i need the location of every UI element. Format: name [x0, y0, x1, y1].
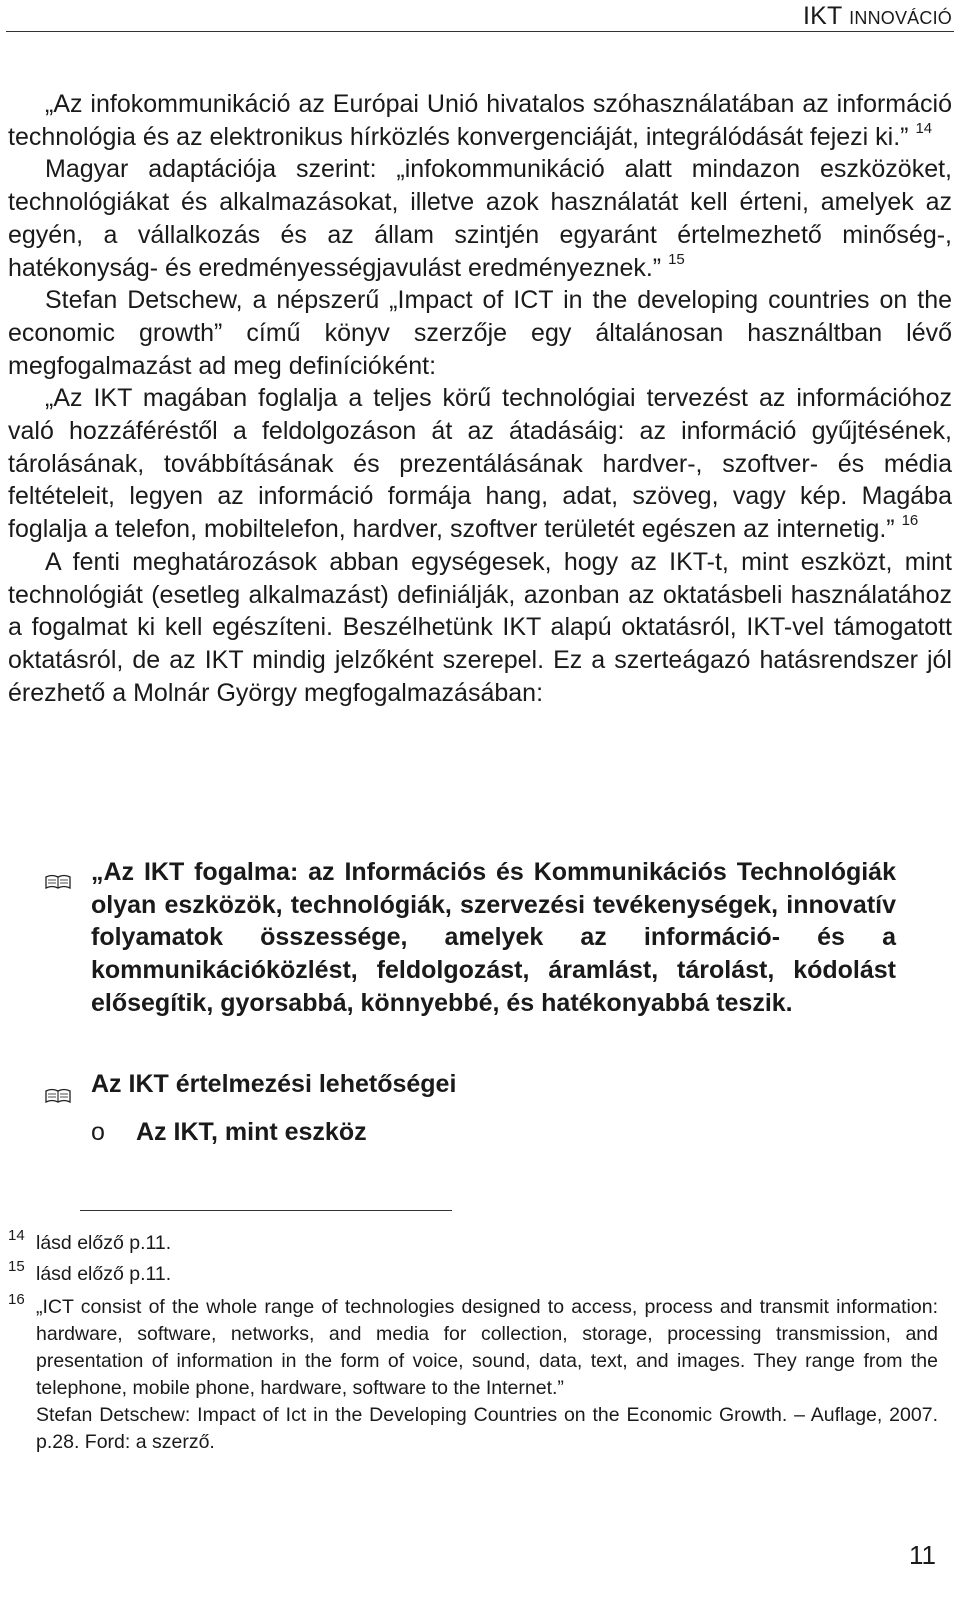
footnote-number: 14	[8, 1227, 25, 1244]
book-icon	[45, 1088, 71, 1104]
footnote-number: 16	[8, 1291, 25, 1308]
footnote-15	[8, 1258, 938, 1288]
page-number: 11	[909, 1540, 936, 1570]
footnote-16	[8, 1291, 938, 1456]
paragraph-summary: A fenti meghatározások abban egységesek, hogy az IKT-t, mint eszközt, mint technológiát (esetleg alkalmazást) definiálják, azonban az oktatásbeli használatához a fogalmat ki kell egészíteni. Beszélhetünk IKT alapú oktatásról, IKT-vel támogatott oktatásról, de az IKT mindig jelzőként szerepel. Ez a szerteágazó hatásrendszer jól érezhető a Molnár György megfogalmazásában:	[8, 547, 952, 707]
footnote-14	[8, 1227, 938, 1257]
footnote-ref-14[interactable]: 14	[915, 119, 933, 137]
page-header	[0, 0, 960, 31]
footnote-number: 15	[8, 1258, 25, 1275]
book-icon	[45, 874, 71, 890]
sub-bullet-text: Az IKT, mint eszköz	[136, 1118, 367, 1146]
footnote-separator	[80, 1210, 452, 1211]
main-text	[8, 88, 952, 709]
bullet-text-interpretation: Az IKT értelmezési lehetőségei	[91, 1070, 457, 1098]
header-rule	[6, 31, 954, 32]
sub-bullet-marker: o	[91, 1118, 105, 1146]
running-title: IKT INNOVÁCIÓ	[802, 2, 952, 30]
footnote-text: lásd előző p.11.	[36, 1232, 172, 1254]
footnote-text: „ICT consist of the whole range of technologies designed to access, process and transmit information: hardware, software, networks, and media for collection, storage, processing transmission, and presentation of information in the form of voice, sound, data, text, and images. They range from the telephone, mobile phone, hardware, software to the Internet.”	[36, 1296, 938, 1399]
paragraph-hungarian-adaptation: Magyar adaptációja szerint: „infokommunikáció alatt mindazon eszközöket, technológiákat és alkalmazásokat, illetve azok használatát kell érteni, amelyek az egyén, a vállalkozás és az állam szintjén egyaránt értelmezhető minőség-, hatékonyság- és eredményességjavulást eredményeznek.” $^{15}$	[8, 155, 952, 282]
paragraph-detschew: Stefan Detschew, a népszerű „Impact of ICT in the developing countries on the economic growth” című könyv szerzője egy általánosan használtban lévő megfogalmazást ad meg definícióként:	[8, 286, 952, 380]
bullet-text-definition: „Az IKT fogalma: az Információs és Kommunikációs Technológiák olyan eszközök, technológiák, szervezési tevékenységek, innovatív folyamatok összessége, amelyek az információ- és a kommunikációközlést, feldolgozást, áramlást, tárolást, kódolást elősegítik, gyorsabbá, könnyebbé, és hatékonyabbá teszik.	[91, 858, 896, 1017]
paragraph-eu-definition: „Az infokommunikáció az Európai Unió hivatalos szóhasználatában az információ technológia és az elektronikus hírközlés konvergenciáját, integrálódását fejezi ki.” $^{14}$	[8, 90, 952, 151]
paragraph-ikt-quote: „Az IKT magában foglalja a teljes körű technológiai tervezést az információhoz való hozzáféréstől a feldolgozáson át az átadásáig: az információ gyűjtésének, tárolásának, továbbításának és prezentálásának hardver-, szoftver- és média feltételeit, legyen az információ formája hang, adat, szöveg, vagy kép. Magába foglalja a telefon, mobiltelefon, hardver, szoftver területét egészen az internetig.” $^{16}$	[8, 384, 952, 544]
footnote-text: lásd előző p.11.	[36, 1263, 172, 1285]
footnote-source: Stefan Detschew: Impact of Ict in the Developing Countries on the Economic Growth. – Auflage, 2007. p.28. Ford: a szerző.	[36, 1404, 938, 1453]
footnote-ref-15[interactable]: 15	[668, 250, 685, 268]
footnote-ref-16[interactable]: 16	[901, 512, 919, 530]
